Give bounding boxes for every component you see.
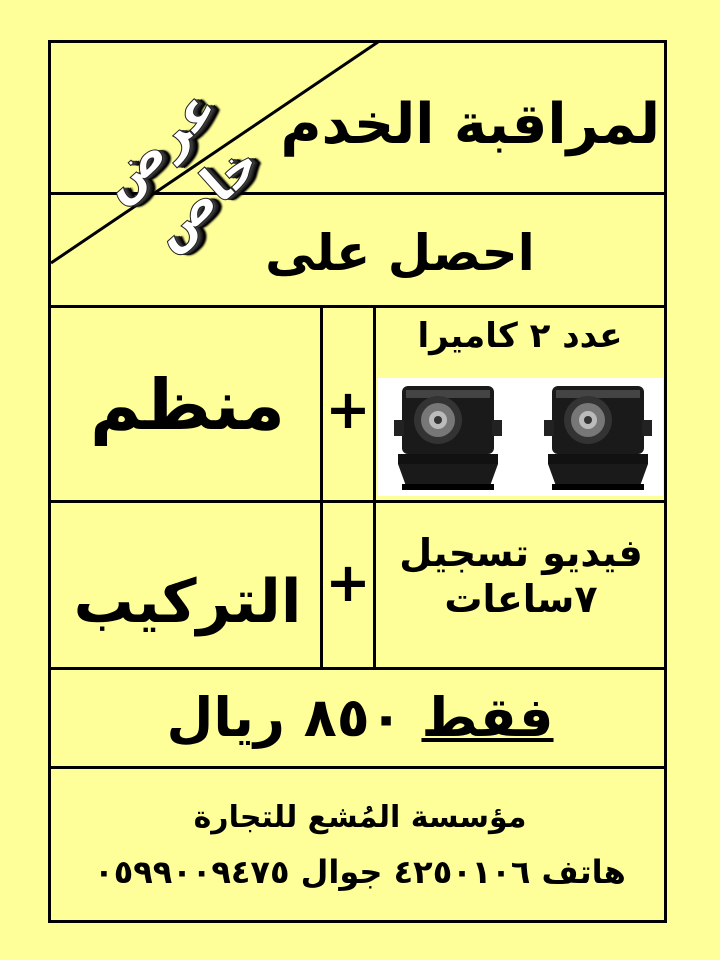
plus-sign-2: + xyxy=(325,551,371,614)
camera-count-label: عدد ٢ كاميرا xyxy=(417,316,623,356)
camera-icon xyxy=(538,378,658,496)
video-line-2: ٧ساعات xyxy=(444,577,598,621)
video-line-1: فيديو تسجيل xyxy=(399,531,643,575)
plus-sign-1: + xyxy=(325,378,371,441)
price-amount: ٨٥٠ ريال xyxy=(166,686,403,749)
phone-numbers: هاتف ٤٢٥٠١٠٦ جوال ٠٥٩٩٠٠٩٤٧٥ xyxy=(94,853,626,891)
vertical-divider-right xyxy=(373,305,376,670)
company-name: مؤسسة المُشع للتجارة xyxy=(193,800,527,835)
price-line xyxy=(100,678,620,758)
divider-4 xyxy=(48,667,667,670)
divider-2 xyxy=(48,305,667,308)
video-recording-label xyxy=(378,530,664,622)
cameras-image xyxy=(378,378,663,496)
camera-icon xyxy=(388,378,508,496)
divider-3 xyxy=(48,500,667,503)
intro-text: احصل على xyxy=(265,224,535,282)
price-prefix: فقط xyxy=(421,686,554,749)
page-title: لمراقبة الخدم xyxy=(280,92,660,157)
recorder-label: منظم xyxy=(90,364,285,446)
special-offer-stamp: عرض خاص xyxy=(86,76,273,262)
installation-label: التركيب xyxy=(73,567,302,637)
divider-5 xyxy=(48,766,667,769)
vertical-divider-left xyxy=(320,305,323,670)
